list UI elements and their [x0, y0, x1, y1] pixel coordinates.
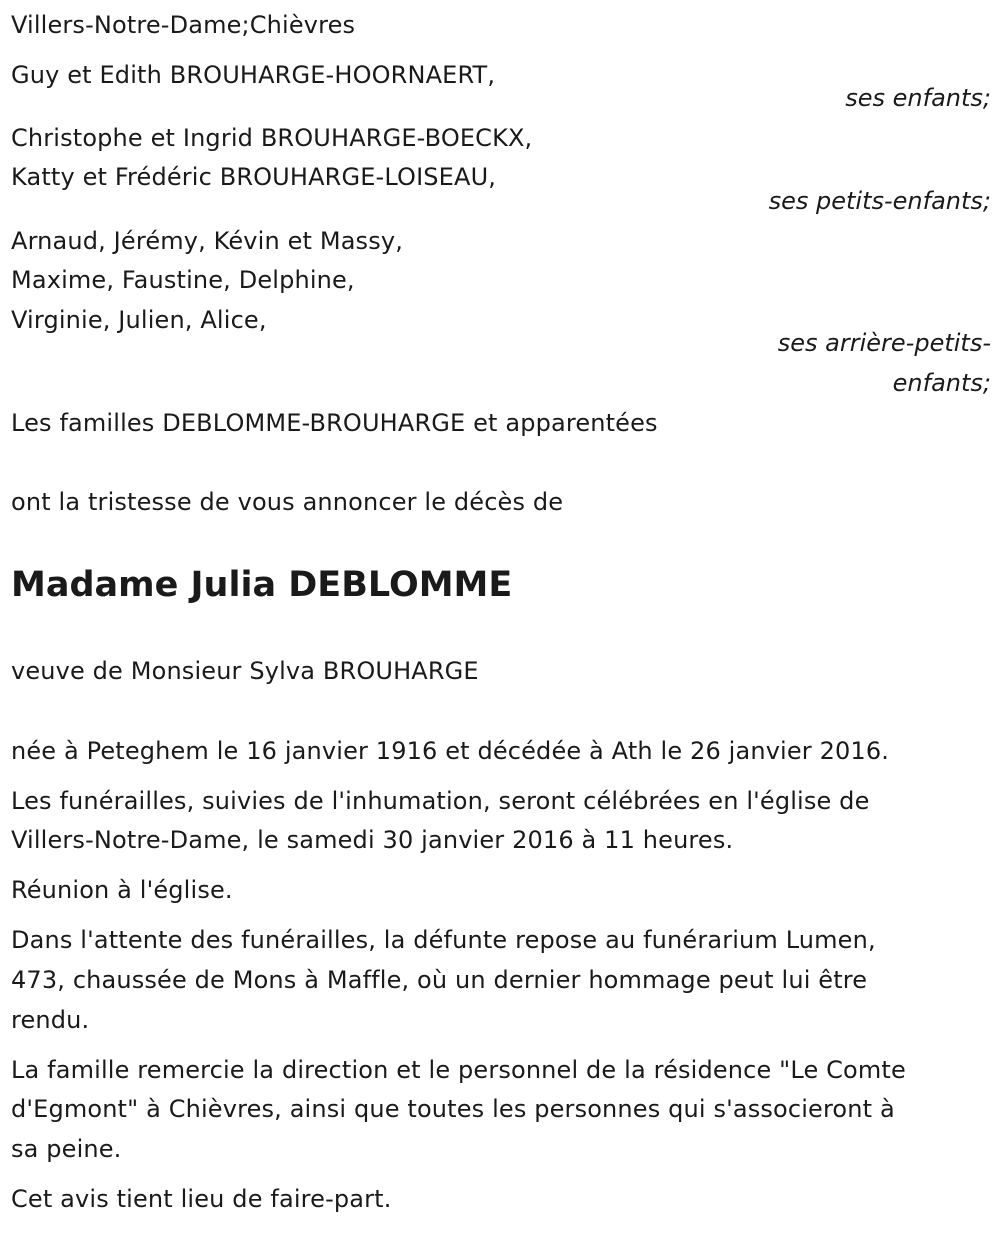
great-grandchildren-role-1: ses arrière-petits-: [777, 329, 991, 357]
repose-line-1: Dans l'attente des funérailles, la défunte repose au funérarium Lumen,: [11, 926, 876, 954]
funeral-line-2: Villers-Notre-Dame, le samedi 30 janvier 2016 à 11 heures.: [11, 826, 734, 854]
related-families: Les familles DEBLOMME-BROUHARGE et apparentées: [11, 409, 658, 437]
repose-line-2: 473, chaussée de Mons à Maffle, où un dernier hommage peut lui être: [11, 966, 868, 994]
widow-of-line: veuve de Monsieur Sylva BROUHARGE: [11, 657, 479, 685]
thanks-line-2: d'Egmont" à Chièvres, ainsi que toutes les personnes qui s'associeront à: [11, 1095, 895, 1123]
thanks-line-1: La famille remercie la direction et le personnel de la résidence "Le Comte: [11, 1056, 906, 1084]
announcement-intro: ont la tristesse de vous annoncer le décès de: [11, 488, 564, 516]
deceased-name: Madame Julia DEBLOMME: [11, 565, 513, 605]
thanks-line-3: sa peine.: [11, 1135, 122, 1163]
funeral-line-1: Les funérailles, suivies de l'inhumation, seront célébrées en l'église de: [11, 787, 870, 815]
grandchildren-line-1: Christophe et Ingrid BROUHARGE-BOECKX,: [11, 124, 533, 152]
grandchildren-role: ses petits-enfants;: [768, 187, 991, 215]
great-grandchildren-role-2: enfants;: [892, 369, 991, 397]
grandchildren-line-2: Katty et Frédéric BROUHARGE-LOISEAU,: [11, 163, 497, 191]
birth-death-line: née à Peteghem le 16 janvier 1916 et décédée à Ath le 26 janvier 2016.: [11, 737, 890, 765]
great-grandchildren-line-1: Arnaud, Jérémy, Kévin et Massy,: [11, 227, 404, 255]
great-grandchildren-line-2: Maxime, Faustine, Delphine,: [11, 266, 355, 294]
closing-line: Cet avis tient lieu de faire-part.: [11, 1185, 392, 1213]
meeting-line: Réunion à l'église.: [11, 876, 233, 904]
location-line: Villers-Notre-Dame;Chièvres: [11, 11, 356, 39]
children-line: Guy et Edith BROUHARGE-HOORNAERT,: [11, 61, 496, 89]
repose-line-3: rendu.: [11, 1006, 90, 1034]
great-grandchildren-line-3: Virginie, Julien, Alice,: [11, 306, 267, 334]
children-role: ses enfants;: [845, 84, 991, 112]
